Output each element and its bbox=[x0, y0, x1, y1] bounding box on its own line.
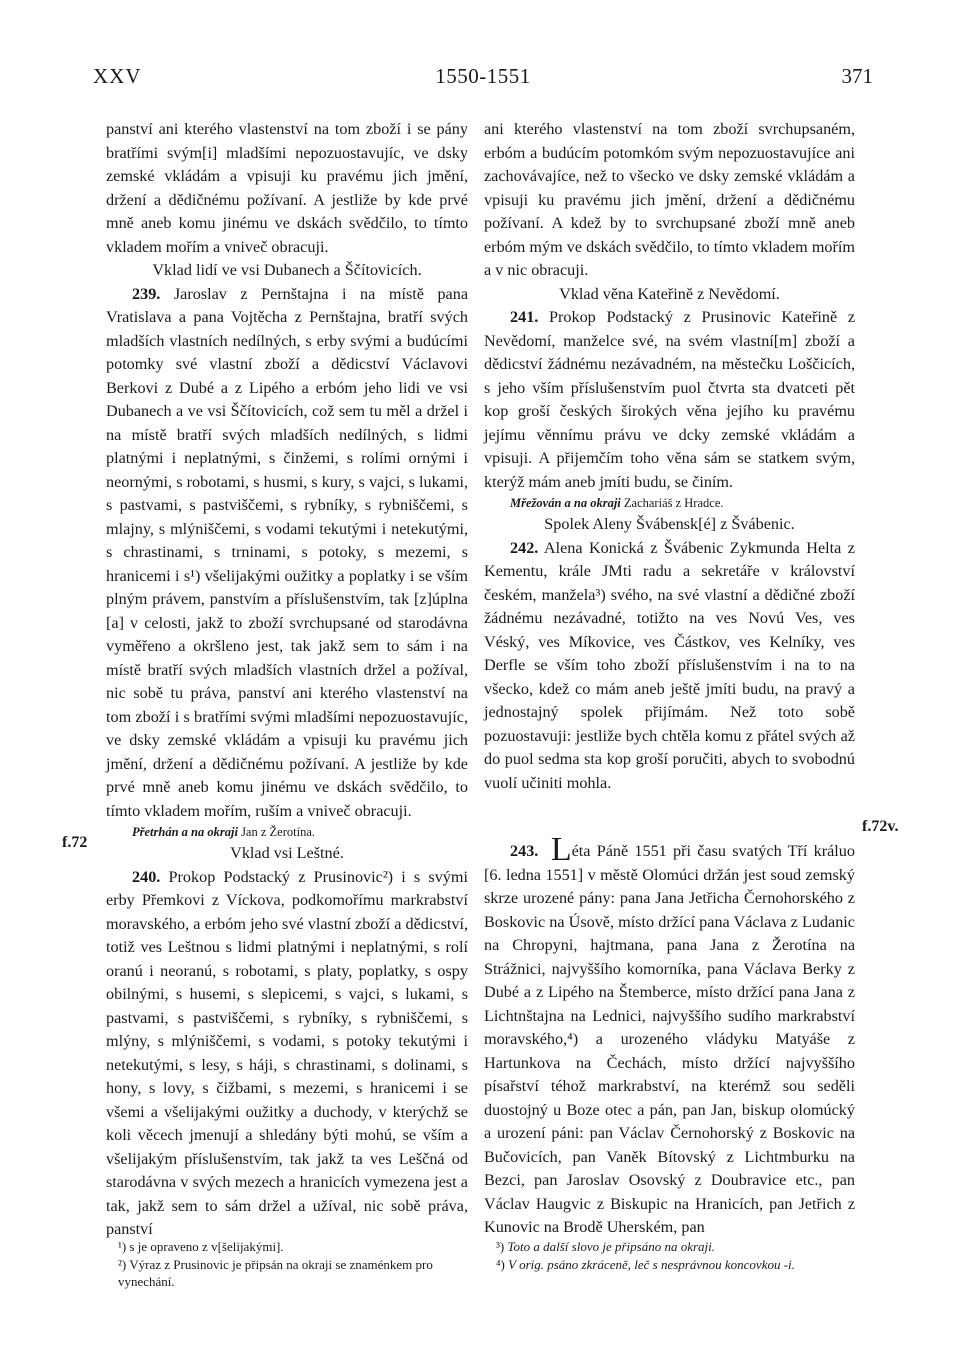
entry-text: éta Páně 1551 při času svatých Tří králuo [6. ledna 1551] v městě Olomúci držán jest soud zemský skrze urozené pány: pana Jana Jetřicha Černohorského z Boskovic na Úsově, místo držící pana Václava z Ludanic na Chropyni, hajtmana, pana Jana z Žerotína na Strážnici, najvyššího komorníka, pana Václava Berky z Dubé a z Lipého na Štemberce, místo držící pana Jana z Lichtnštajna na Lednici, najvyššího sudího markrabství moravského,⁴) a urozeného vládyku Matyáše z Hartunkova na Čechách, místo držící najvyššího písařství téhož markrabství, na kterémž sou seděli duostojný u Boze otec a pán, pan Jan, biskup olomúcký a urození páni: pan Václav Černohorský z Boskovic na Bučovicích, pan Vaněk Bítovský z Lichtmburku na Bezci, pan Jaroslav Osovský z Doubravice etc., pan Václav Haugvic z Biskupic na Hranicích, pan Jetřich z Kunovic na Brodě Uherském, pan bbox=[484, 842, 855, 1236]
footnote-text: V orig. psáno zkráceně, leč s nesprávnou koncovkou -i. bbox=[508, 1256, 795, 1272]
entry-text: Alena Konická z Švábenic Zykmunda Helta z Kementu, krále JMti radu a sekretáře v království českém, manžela³) svého, na své vlastní a dědičné zboží žádnému nezávadné, totižto na ves Novú Ves, ves Véský, ves Míkovice, ves Částkov, ves Kelníky, ves Derfle se vším toho zboží příslušenstvím i na to na všecko, kdež co mám aneb ještě jmíti budu, na pravý a jednostajný spolek přijímám. Než toto sobě pozuostavuji: jestliže bych chtěla komu z přátel svých až do puol sedma sta kop groší poručiti, abych to svobodnú vuolí učiniti mohla. bbox=[484, 538, 855, 792]
entry-number: 242. bbox=[510, 538, 539, 557]
footnote-mark: ²) bbox=[118, 1256, 127, 1272]
continuation-paragraph: ani kterého vlastenství na tom zboží svrchupsaném, erbóm a budúcím potomkóm svým nepozuostavujíce ani zachovávajíce, než to všecko ve dsky zemské vkládám a vpisuji ku pravému jich jmění, držení a dědičnému požívaní. A kdež by to svrchupsané zboží mně aneb erbóm mým ve dskách svědčilo, to tímto vkladem mořím a v nic obracuji. bbox=[484, 120, 855, 279]
footnote-mark: ¹) bbox=[118, 1239, 127, 1254]
entry-number: 239. bbox=[132, 284, 161, 303]
footnote-mark: ⁴) bbox=[496, 1256, 505, 1272]
entry-number: 240. bbox=[132, 867, 161, 886]
entry-number: 243. bbox=[510, 842, 539, 860]
drop-initial: L bbox=[550, 831, 572, 868]
note-name: Zachariáš z Hradce. bbox=[623, 496, 724, 510]
left-column bbox=[106, 118, 468, 1242]
entry-text: Prokop Podstacký z Prusinovic Kateřině z Nevědomí, manželce své, na svém vlastní[m] zboží a dědicství žádnému nezávadném, na městečku Loščicích, s jeho vším příslušenstvím puol čtvrta sta dvatceti pět kop groší českých širokých věna jejího ku pravému jejímu věnnímu právu ve dcky zemské vkládám a vpisuji. A přijemčím toho věna sám se statkem svým, kterýž mám aneb jmíti budu, se činím. bbox=[484, 308, 855, 491]
entry-239 bbox=[106, 283, 468, 824]
margin-note-239 bbox=[106, 823, 468, 842]
footnote-3 bbox=[496, 1238, 841, 1256]
entry-243 bbox=[484, 831, 855, 1240]
entry-text: Prokop Podstacký z Prusinovic²) i s svými erby Přemkovi z Víckova, podkomořímu markrabství moravského, a erbóm jeho své vlastní zboží a dědicství, totiž ves Leštnou s lidmi platnými i neplatnými, s rolí oranú i neoranú, s robotami, s platy, poplatky, s ospy obilnými, s husemi, s slepicemi, s vajci, s lukami, s pastvami, s pastviščemi, s rybníky, s rybniščemi, s mlýny, s mlýniščemi, s vodami, s potoky tekutými i netekutými, s lesy, s háji, s chrastinami, s dolinami, s hony, s lovy, s čižbami, s mezemi, s hranicemi i se všemi a všelijakými oužitky a duchody, v kterýchž se koli věcech jmenují a shledány býti mohú, se vším a všelijakým příslušenstvím, tak jakž ta ves Leščná od starodávna v svých mezech a hranicích vymezena jest a tak, jakž sem to sám držel a užíval, nic sobě práva, panství bbox=[106, 867, 468, 1238]
entry-heading-spolek: Spolek Aleny Švábensk[é] z Švábenic. bbox=[544, 515, 795, 533]
volume-number: XXV bbox=[93, 64, 142, 88]
entry-number: 241. bbox=[510, 308, 539, 326]
note-italic: Mřežován a na okraji bbox=[510, 496, 621, 510]
footnotes-right bbox=[496, 1238, 841, 1273]
note-italic: Přetrhán a na okraji bbox=[132, 825, 238, 839]
continuation-paragraph: panství ani kterého vlastenství na tom zboží i se pány bratřími svým[i] mladšími nepozuostavujíc, ve dsky zemské vkládám a vpisuji ku pravému jich jmění, držení a dědičnému požívaní. A jestliže by kde prvé mně aneb komu jinému ve dskách svědčilo, to tímto vkladem mořím a vniveč obracuji. bbox=[106, 120, 468, 256]
entry-heading-dubany: Vklad lidí ve vsi Dubanech a Ščítovicích. bbox=[152, 261, 422, 279]
entry-240 bbox=[106, 866, 468, 1242]
footnote-text: s je opraveno z v[šelijakými]. bbox=[129, 1239, 284, 1254]
year-range: 1550-1551 bbox=[435, 64, 531, 88]
running-head bbox=[93, 64, 873, 94]
footnote-4 bbox=[496, 1256, 841, 1274]
page-number: 371 bbox=[841, 64, 873, 88]
entry-heading-lestna: Vklad vsi Leštné. bbox=[230, 844, 344, 862]
note-name: Jan z Žerotína. bbox=[241, 825, 315, 839]
entry-text: Jaroslav z Pernštajna i na místě pana Vratislava a pana Vojtěcha z Pernštajna, bratří svých mladších vlastních nedílných, s erby svými a budúcími potomky své vlastní zboží a dědicství Václavovi Berkovi z Dubé a z Lipého a erbóm jeho lidi ve vsi Dubanech a ve vsi Ščítovicích, což sem tu měl a držel i na místě bratří svých mladších nedílných, s lidmi platnými i neplatnými, s činžemi, s rolími ornými i neornými, s robotami, s husmi, s kury, s vajci, s lukami, s pastvami, s pastviščemi, s rybníky, s rybniščemi, s mlajny, s mlýniščemi, s vodami tekutými i netekutými, s chrastinami, s trninami, s potoky, s mezemi, s hranicemi i s¹) všelijakými oužitky a poplatky i se vším plným právem, panstvím a příslušenstvím, tak [z]úplna [a] v celosti, jakž to zboží svrchupsané od starodávna vyměřeno a okršleno jest, tak jakž sem to sám i na místě bratří svých mladších vlastních držel a požíval, nic sobě tu práva, panství ani kterého vlastenství na tom zboží i s bratřími svými mladšími nepozuostavujíc, ve dsky zemské vkládám a vpisuji ku pravému jich jmění, držení a dědičnému požívaní. A jestliže by kde prvé mně aneb komu jinému ve dskách svědčilo, to tímto vkladem mořím, ruším a vniveč obracuji. bbox=[106, 284, 468, 820]
entry-heading-vena: Vklad věna Kateřině z Nevědomí. bbox=[559, 284, 780, 303]
footnote-1 bbox=[118, 1238, 470, 1256]
footnote-mark: ³) bbox=[496, 1239, 505, 1254]
footnotes-left bbox=[118, 1238, 470, 1291]
right-column bbox=[484, 118, 855, 1240]
entry-242 bbox=[484, 537, 855, 796]
folio-marker-right: f.72v. bbox=[862, 818, 899, 835]
footnote-text: Výraz z Prusinovic je připsán na okraji se znaménkem pro vynechání. bbox=[118, 1256, 433, 1289]
entry-241 bbox=[484, 306, 855, 494]
margin-note-241 bbox=[484, 494, 855, 513]
footnote-text: Toto a další slovo je připsáno na okraji. bbox=[507, 1239, 716, 1254]
folio-marker-left: f.72 bbox=[62, 834, 88, 851]
footnote-2 bbox=[118, 1256, 470, 1291]
